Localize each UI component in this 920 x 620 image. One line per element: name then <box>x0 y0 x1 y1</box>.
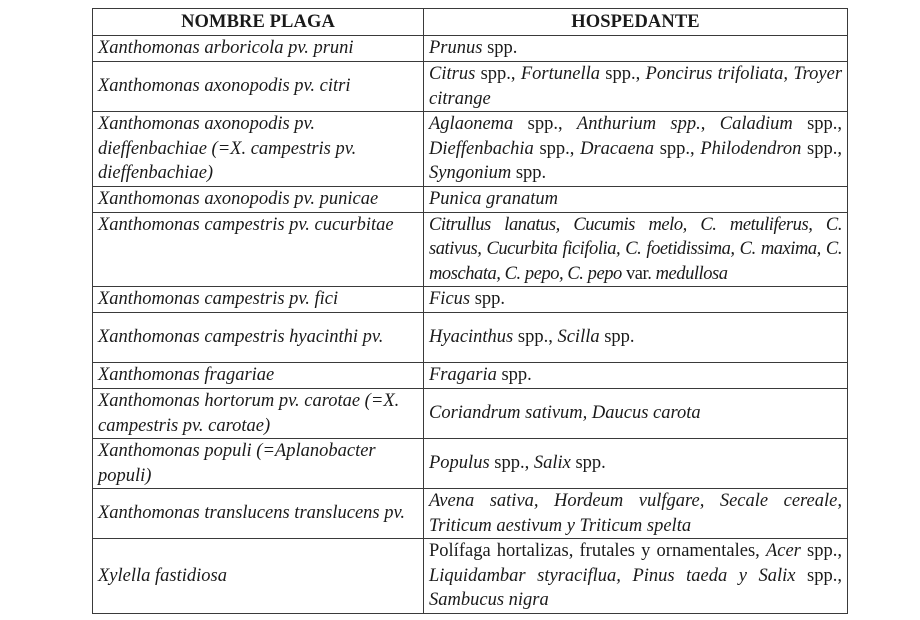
host-taxon-text: Sambucus nigra <box>429 590 549 610</box>
host-taxon-text: Philodendron <box>700 138 802 159</box>
header-nombre-plaga: NOMBRE PLAGA <box>93 9 424 36</box>
host-plain-text: spp. <box>470 289 506 310</box>
host-cell <box>424 186 848 212</box>
pest-name-cell: Xanthomonas axonopodis pv. dieffenbachiae (=X. campestris pv. dieffenbachiae) <box>93 112 424 187</box>
table-row <box>93 313 848 363</box>
table-row <box>93 62 848 112</box>
host-plain-text: spp. <box>599 327 635 348</box>
pest-name-cell: Xanthomonas populi (=Aplanobacter populi) <box>93 439 424 489</box>
host-taxon-text: Aglaonema <box>429 114 514 134</box>
pest-name-cell: Xanthomonas axonopodis pv. citri <box>93 62 424 112</box>
host-taxon-text: Fortunella <box>520 64 600 84</box>
host-taxon-text: Scilla <box>557 327 600 348</box>
host-taxon-text: Dracaena <box>580 138 655 159</box>
host-plain-text: , <box>700 114 720 134</box>
host-taxon-text: Poncirus trifoliata, Troyer citrange <box>429 64 843 109</box>
pest-name-cell: Xanthomonas arboricola pv. pruni <box>93 36 424 62</box>
host-cell <box>424 62 848 112</box>
host-plain-text: spp. <box>570 453 606 474</box>
host-plain-text: spp. <box>496 365 532 386</box>
host-cell <box>424 36 848 62</box>
host-cell <box>424 212 848 287</box>
table-row <box>93 36 848 62</box>
host-taxon-text: Prunus <box>429 38 483 59</box>
host-cell <box>424 439 848 489</box>
host-taxon-text: Avena sativa, Hordeum vulfgare, Secale cereale, Triticum aestivum y Triticum spelta <box>429 491 842 536</box>
pest-name-cell: Xanthomonas translucens translucens pv. <box>93 489 424 539</box>
host-plain-text: spp., <box>795 565 843 586</box>
host-plain-text: spp. <box>511 163 547 183</box>
pest-name-cell: Xanthomonas campestris hyacinthi pv. <box>93 313 424 363</box>
host-plain-text: spp., <box>513 327 558 348</box>
pest-name-cell: Xanthomonas axonopodis pv. punicae <box>93 186 424 212</box>
host-plain-text: spp., <box>489 453 534 474</box>
host-taxon-text: Salix <box>533 453 571 474</box>
host-taxon-text: Ficus <box>429 289 471 310</box>
host-cell <box>424 313 848 363</box>
host-cell <box>424 389 848 439</box>
host-plain-text: spp., <box>800 541 842 561</box>
host-taxon-text: Citrus <box>429 64 476 84</box>
host-taxon-text: Populus <box>429 453 490 474</box>
host-plain-text: spp. <box>482 38 518 59</box>
header-hospedante: HOSPEDANTE <box>424 9 848 36</box>
host-plain-text: spp., <box>599 64 646 84</box>
pest-name-cell: Xanthomonas campestris pv. fici <box>93 287 424 313</box>
host-plain-text: Polífaga hortalizas, frutales y ornamentales, <box>429 541 766 561</box>
host-cell <box>424 489 848 539</box>
pest-name-cell: Xanthomonas campestris pv. cucurbitae <box>93 212 424 287</box>
host-taxon-text: medullosa <box>655 263 728 284</box>
table-row <box>93 212 848 287</box>
host-taxon-text: Syngonium <box>429 163 512 183</box>
host-plain-text: spp., <box>513 114 577 134</box>
host-cell <box>424 287 848 313</box>
host-plain-text: spp., <box>792 114 843 134</box>
host-taxon-text: Citrullus lanatus, Cucumis melo, C. metuliferus, C. sativus, Cucurbita ficifolia, C. foetidissima, C. maxima, C. moschata, C. pepo, C. pepo <box>429 214 842 284</box>
host-taxon-text: Fragaria <box>429 365 497 386</box>
table-row <box>93 489 848 539</box>
host-plain-text: spp., <box>654 138 701 159</box>
host-plain-text: spp., <box>475 64 521 84</box>
pest-name-cell: Xanthomonas fragariae <box>93 363 424 389</box>
host-cell <box>424 112 848 187</box>
host-plain-text: spp., <box>801 138 842 159</box>
table-header-row <box>93 9 848 36</box>
table-row <box>93 439 848 489</box>
table-row <box>93 389 848 439</box>
table-row <box>93 186 848 212</box>
host-taxon-text: Caladium <box>719 114 793 134</box>
host-taxon-text: Acer <box>765 541 801 561</box>
host-cell <box>424 363 848 389</box>
table-row <box>93 287 848 313</box>
host-plain-text: var. <box>621 263 656 284</box>
pest-name-cell: Xylella fastidiosa <box>93 539 424 614</box>
pest-name-cell: Xanthomonas hortorum pv. carotae (=X. campestris pv. carotae) <box>93 389 424 439</box>
host-taxon-text: Dieffenbachia <box>429 138 534 159</box>
host-plain-text: spp., <box>533 138 581 159</box>
pest-host-table <box>92 8 848 614</box>
table-row <box>93 112 848 187</box>
host-taxon-text: Punica granatum <box>429 188 558 209</box>
host-taxon-text: Hyacinthus <box>429 327 514 348</box>
host-taxon-text: Liquidambar styraciflua, Pinus taeda y Salix <box>429 565 796 586</box>
host-taxon-text: Coriandrum sativum, Daucus carota <box>429 403 701 424</box>
table-row <box>93 539 848 614</box>
table-row <box>93 363 848 389</box>
host-cell <box>424 539 848 614</box>
host-taxon-text: Anthurium spp. <box>576 114 701 134</box>
